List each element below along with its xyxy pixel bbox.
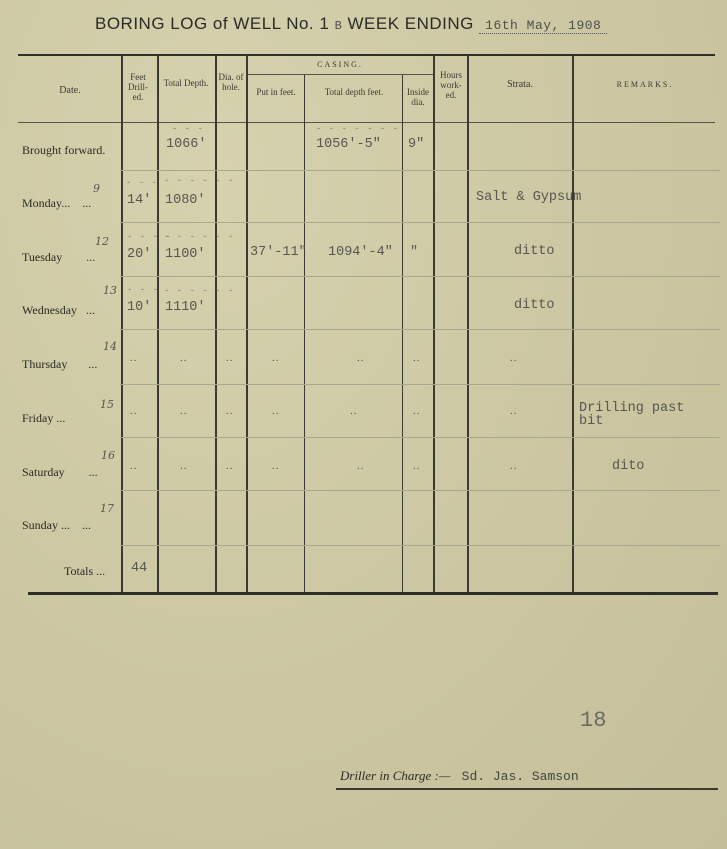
pencil-marks: - - -	[126, 178, 159, 188]
casing-total-depth-value: 1056'-5"	[316, 137, 381, 152]
handwritten-date: 17	[100, 502, 114, 515]
row-separator	[120, 222, 720, 223]
header-dia-of-hole: Dia. of hole.	[218, 72, 244, 92]
put-in-feet-value: ..	[272, 405, 280, 417]
pencil-marks: - - -	[172, 124, 205, 134]
feet-drilled-value: 10'	[127, 300, 152, 315]
pencil-marks: - - - -	[127, 232, 172, 242]
feet-drilled-value: ..	[130, 405, 138, 417]
header-date: Date.	[59, 85, 81, 96]
put-in-feet-value: 37'-11"	[250, 245, 307, 260]
casing-total-depth-value: ..	[357, 352, 365, 364]
col-divider-feet	[157, 55, 159, 592]
pencil-marks: - - - - - -	[164, 286, 235, 296]
total-depth-value: ..	[180, 405, 188, 417]
strata-value: ditto	[514, 244, 555, 259]
row-day-label: Saturday ...	[22, 465, 98, 479]
remarks-value: Drilling past bit	[579, 401, 685, 429]
strata-value: ditto	[514, 298, 555, 313]
signature-underline	[336, 788, 718, 790]
header-casing: CASING.	[317, 60, 363, 69]
pencil-marks: - - - - - -	[164, 176, 235, 186]
pencil-marks: - - - - - -	[164, 232, 235, 242]
handwritten-date: 14	[103, 340, 117, 353]
inside-dia-value: 9"	[408, 137, 425, 152]
inside-dia-value: ..	[413, 460, 421, 472]
feet-drilled-value: 14'	[127, 193, 152, 208]
casing-total-depth-value: ..	[350, 405, 358, 417]
handwritten-date: 15	[100, 398, 114, 411]
strata-value: Salt & Gypsum	[476, 190, 582, 205]
casing-header-rule	[248, 74, 434, 75]
col-divider-dia	[246, 55, 248, 592]
row-separator	[120, 170, 720, 171]
total-depth-value: 1100'	[165, 247, 206, 262]
well-suffix: B	[334, 19, 343, 33]
handwritten-date: 13	[103, 284, 117, 297]
col-divider-total	[215, 55, 217, 592]
totals-feet-drilled: 44	[131, 561, 148, 576]
total-depth-value: ..	[180, 460, 188, 472]
header-inside-dia: Inside dia.	[407, 87, 429, 107]
row-separator	[120, 384, 720, 385]
casing-total-depth-value: ..	[357, 460, 365, 472]
strata-value: ..	[510, 352, 518, 364]
col-divider-date	[121, 55, 123, 592]
col-divider-inside	[433, 55, 435, 592]
row-day-label: Wednesday ...	[22, 303, 96, 317]
row-day-label: Brought forward.	[22, 143, 106, 157]
row-day-label: Tuesday ...	[22, 250, 96, 264]
row-separator	[120, 329, 720, 330]
total-depth-value: 1110'	[165, 300, 206, 315]
put-in-feet-value: ..	[272, 460, 280, 472]
header-remarks: REMARKS.	[616, 80, 674, 89]
dia-of-hole-dots: ..	[226, 460, 234, 472]
driller-signature: Sd. Jas. Samson	[461, 769, 579, 784]
pencil-marks: - - -	[127, 285, 160, 295]
total-depth-value: 1080'	[165, 193, 206, 208]
strata-value: ..	[510, 460, 518, 472]
col-divider-putin	[304, 75, 305, 592]
inside-dia-value: ..	[413, 352, 421, 364]
dia-of-hole-dots: ..	[226, 352, 234, 364]
row-day-label: Friday ...	[22, 411, 66, 425]
header-total-depth-feet: Total depth feet.	[324, 87, 384, 97]
feet-drilled-value: ..	[130, 352, 138, 364]
row-separator	[120, 490, 720, 491]
row-separator	[120, 545, 720, 546]
pencil-marks: - - - - - - -	[316, 124, 400, 134]
handwritten-date: 9	[93, 182, 100, 195]
col-divider-casingtotal	[402, 75, 403, 592]
put-in-feet-dots: ..	[272, 352, 280, 364]
week-ending-value: 16th May, 1908	[479, 18, 607, 34]
inside-dia-value: ..	[413, 405, 421, 417]
driller-label: Driller in Charge :—	[340, 768, 451, 783]
document-title	[95, 14, 607, 34]
feet-drilled-value: ..	[130, 460, 138, 472]
total-depth-value: 1066'	[166, 137, 207, 152]
header-total-depth: Total Depth.	[163, 78, 209, 88]
totals-label: Totals ...	[64, 564, 106, 578]
row-separator	[120, 437, 720, 438]
header-put-in-feet: Put in feet.	[256, 87, 296, 97]
col-divider-hours	[467, 55, 469, 592]
header-hours-worked: Hours work-ed.	[440, 70, 462, 100]
page-number: 18	[580, 708, 607, 733]
row-day-label: Sunday ... ...	[22, 518, 91, 532]
row-separator	[120, 276, 720, 277]
casing-total-depth-value: 1094'-4"	[328, 245, 393, 260]
feet-drilled-value: 20'	[127, 247, 152, 262]
dia-of-hole-dots: ..	[226, 405, 234, 417]
handwritten-date: 12	[95, 235, 109, 248]
header-strata: Strata.	[507, 79, 533, 90]
inside-dia-value: "	[410, 245, 419, 260]
row-day-label: Monday... ...	[22, 196, 92, 210]
total-depth-value: ..	[180, 352, 188, 364]
strata-value: ..	[510, 405, 518, 417]
table-bottom-rule	[28, 592, 718, 595]
header-feet-drilled: Feet Drill-ed.	[128, 72, 148, 102]
title-prefix: BORING LOG of WELL No. 1	[95, 14, 330, 33]
row-day-label: Thursday ...	[22, 357, 98, 371]
remarks-value: dito	[612, 459, 645, 474]
col-divider-strata	[572, 55, 574, 592]
handwritten-date: 16	[101, 449, 115, 462]
driller-in-charge	[340, 768, 579, 784]
week-ending-label: WEEK ENDING	[347, 14, 474, 33]
